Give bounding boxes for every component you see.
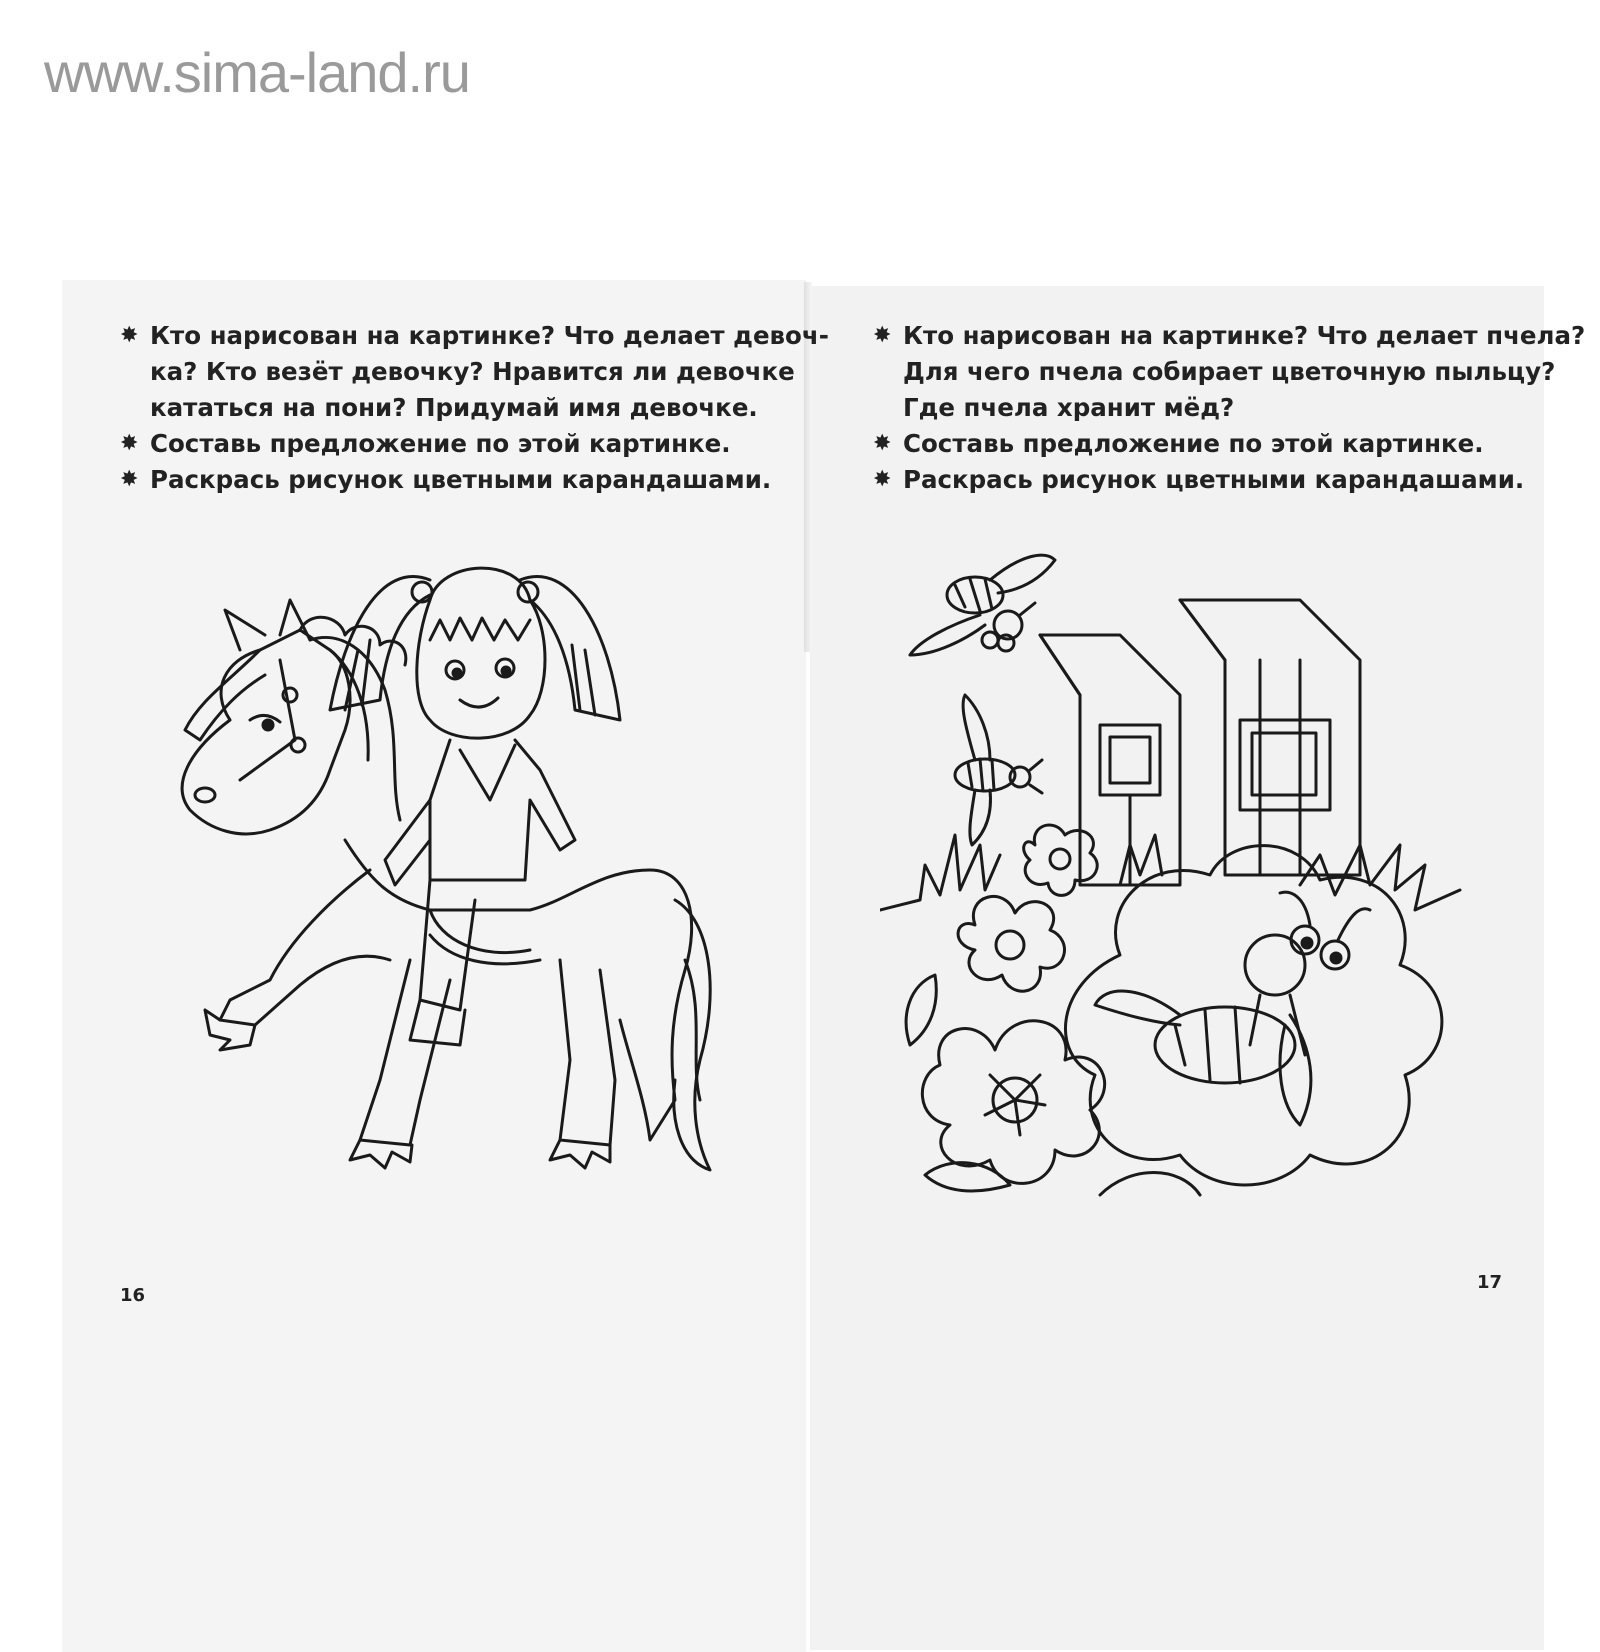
instruction-line: Где пчела хранит мёд? [903, 393, 1235, 422]
bullet-star-icon: ✸ [120, 323, 139, 348]
bullet-star-icon: ✸ [873, 431, 892, 456]
bullet-star-icon: ✸ [120, 431, 139, 456]
bees-and-hives-illustration [880, 545, 1480, 1225]
girl-on-pony-illustration [130, 540, 730, 1220]
left-page-instructions [120, 318, 829, 498]
page-number-right: 17 [1477, 1272, 1503, 1293]
bullet-star-icon: ✸ [873, 323, 892, 348]
right-page-instructions [873, 318, 1585, 498]
instruction-line: ✸ Раскрась рисунок цветными карандашами. [873, 462, 1585, 498]
bullet-star-icon: ✸ [873, 467, 892, 492]
watermark-logo: www.sima-land.ru [44, 41, 470, 104]
instruction-line: ✸ Составь предложение по этой картинке. [873, 426, 1585, 462]
instruction-line: ✸ Раскрась рисунок цветными карандашами. [120, 462, 829, 498]
bullet-star-icon: ✸ [120, 467, 139, 492]
page-number-left: 16 [120, 1285, 146, 1306]
instruction-line: ка? Кто везёт девочку? Нравится ли девочке [150, 357, 795, 386]
instruction-line: кататься на пони? Придумай имя девочке. [150, 393, 758, 422]
instruction-line: ✸ Составь предложение по этой картинке. [120, 426, 829, 462]
instruction-line: ✸ Кто нарисован на картинке? Что делает девоч- [120, 318, 829, 354]
instruction-line: Для чего пчела собирает цветочную пыльцу? [903, 357, 1556, 386]
instruction-line: ✸ Кто нарисован на картинке? Что делает пчела? [873, 318, 1585, 354]
